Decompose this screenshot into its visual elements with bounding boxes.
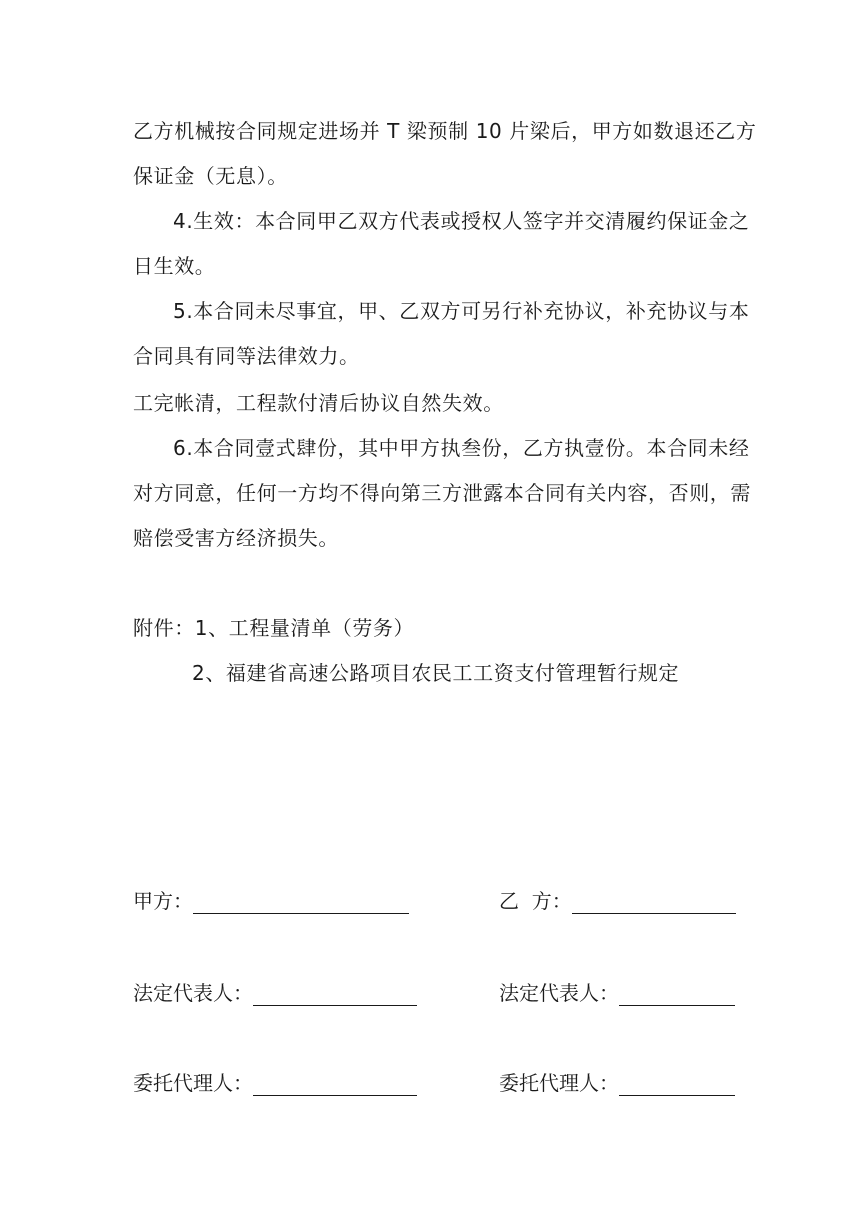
legal-rep-a-label: 法定代表人： [133,981,253,1005]
attachment-line-2: 2、福建省高速公路项目农民工工资支付管理暂行规定 [192,661,680,685]
clause-4-line-2: 日生效。 [133,254,216,278]
agent-b-signature [499,1070,735,1096]
agent-b-blank[interactable] [619,1073,735,1096]
clause-6-line-3: 赔偿受害方经济损失。 [133,526,339,550]
party-b-signature [499,888,736,914]
party-b-label: 乙 方： [499,889,572,913]
party-a-blank[interactable] [193,891,409,914]
party-a-label: 甲方： [133,889,193,913]
clause-4-line-1: 4.生效：本合同甲乙双方代表或授权人签字并交清履约保证金之 [173,209,750,233]
clause-6-line-2: 对方同意，任何一方均不得向第三方泄露本合同有关内容，否则，需 [133,481,751,505]
legal-rep-b-label: 法定代表人： [499,981,619,1005]
legal-rep-b-signature [499,980,735,1006]
body-line-2: 保证金（无息）。 [133,164,288,188]
body-line-1: 乙方机械按合同规定进场并 T 梁预制 10 片梁后，甲方如数退还乙方 [133,119,757,143]
party-b-blank[interactable] [572,891,736,914]
agent-b-label: 委托代理人： [499,1071,619,1095]
legal-rep-b-blank[interactable] [619,983,735,1006]
attachment-line-1: 附件：1、工程量清单（劳务） [133,616,415,640]
agent-a-blank[interactable] [253,1073,417,1096]
clause-6-line-1: 6.本合同壹式肆份，其中甲方执叁份，乙方执壹份。本合同未经 [173,436,750,460]
agent-a-label: 委托代理人： [133,1071,253,1095]
signature-row-legal-rep [0,980,868,1010]
party-a-signature [133,888,409,914]
legal-rep-a-signature [133,980,417,1006]
clause-5-line-1: 5.本合同未尽事宜，甲、乙双方可另行补充协议，补充协议与本 [173,299,750,323]
signature-row-party [0,888,868,918]
signature-row-agent [0,1070,868,1100]
clause-5-line-2: 合同具有同等法律效力。 [133,344,360,368]
settlement-line: 工完帐清，工程款付清后协议自然失效。 [133,391,504,415]
agent-a-signature [133,1070,417,1096]
legal-rep-a-blank[interactable] [253,983,417,1006]
